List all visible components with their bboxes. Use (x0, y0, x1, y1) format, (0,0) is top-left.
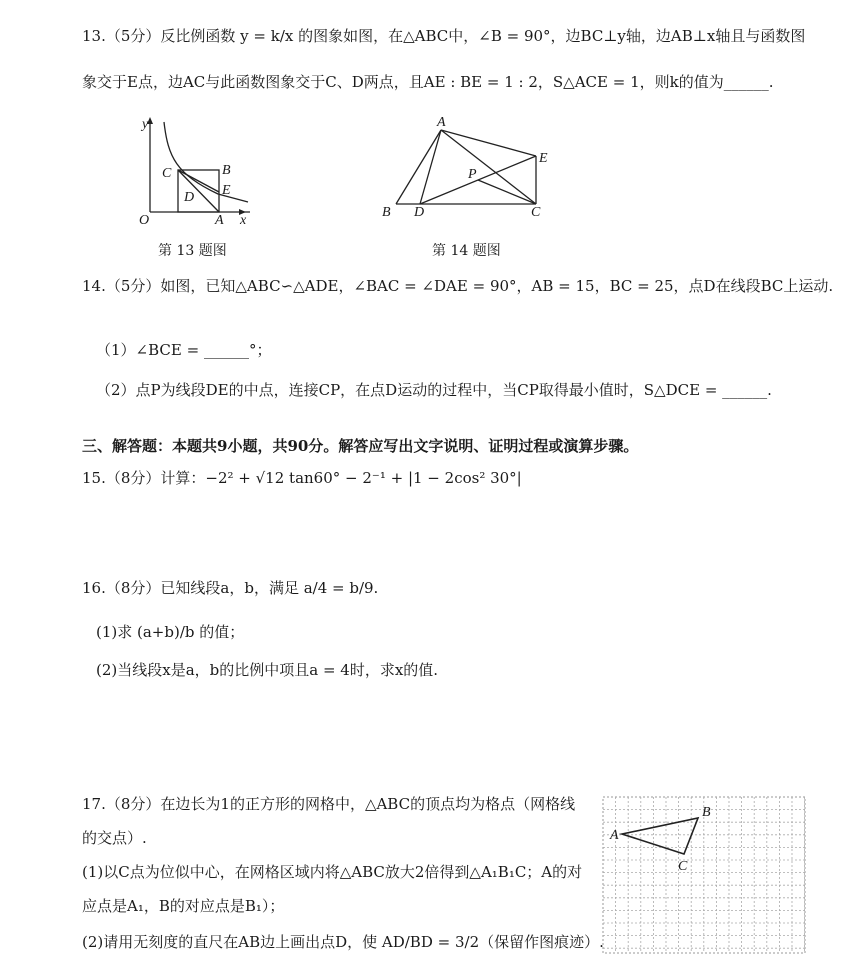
segment-ab (396, 130, 441, 204)
q17-sub1b: 应点是A₁，B的对应点是B₁）； (82, 897, 285, 915)
q13-line1: 13.（5分）反比例函数 y = k/x 的图象如图，在△ABC中，∠B = 90°，边BC⊥y轴，边AB⊥x轴且与函数图 (82, 27, 806, 45)
fig14-label-d: D (414, 205, 425, 220)
section-3-heading: 三、解答题：本题共9小题，共90分。解答应写出文字说明、证明过程或演算步骤。 (82, 437, 639, 455)
segment-pc (478, 180, 536, 204)
fig14-label-b: B (382, 205, 391, 220)
q14-line1: 14.（5分）如图，已知△ABC∽△ADE，∠BAC = ∠DAE = 90°，AB = 15，BC = 25，点D在线段BC上运动. (82, 277, 834, 295)
fig13-caption: 第 13 题图 (158, 243, 227, 259)
q16-line1: 16.（8分）已知线段a，b，满足 a/4 = b/9. (82, 579, 379, 597)
fig14-label-a: A (437, 115, 446, 130)
q17-line1: 17.（8分）在边长为1的正方形的网格中，△ABC的顶点均为格点（网格线 (82, 795, 576, 813)
q15-line: 15.（8分）计算：−2² + √12 tan60° − 2⁻¹ + |1 − 2cos² 30°| (82, 469, 522, 487)
figure-17-grid (602, 796, 808, 956)
fig14-label-c: C (531, 205, 541, 220)
fig13-label-y: y (142, 117, 149, 132)
segment-ad (420, 130, 441, 204)
hyperbola-curve (164, 122, 248, 202)
fig17-label-c: C (678, 859, 688, 874)
q17-line2: 的交点）. (82, 829, 147, 847)
grid-lines (603, 797, 805, 953)
segment-ac (441, 130, 536, 204)
q17-sub2: (2)请用无刻度的直尺在AB边上画出点D，使 AD/BD = 3/2（保留作图痕迹）. (82, 933, 604, 951)
fig14-label-e: E (539, 151, 548, 166)
fig13-label-x: x (240, 213, 247, 227)
q14-sub1: （1）∠BCE = ______°； (96, 341, 272, 359)
figure-13 (128, 112, 258, 227)
fig17-label-b: B (702, 805, 711, 820)
fig13-label-a: A (215, 213, 224, 227)
fig17-label-a: A (610, 828, 619, 843)
fig13-label-e: E (222, 183, 231, 198)
fig13-label-o: O (139, 213, 150, 227)
fig14-caption: 第 14 题图 (432, 243, 501, 259)
q16-sub2: (2)当线段x是a，b的比例中项且a = 4时，求x的值. (96, 661, 439, 679)
fig13-label-c: C (162, 166, 172, 181)
segment-ce (178, 170, 219, 192)
fig13-label-b: B (222, 163, 231, 178)
fig14-label-p: P (468, 167, 477, 182)
q16-sub1: (1)求 (a+b)/b 的值； (96, 623, 245, 641)
q17-sub1a: (1)以C点为位似中心，在网格区域内将△ABC放大2倍得到△A₁B₁C；A的对 (82, 863, 583, 881)
figure-14 (378, 112, 558, 224)
fig13-label-d: D (184, 190, 195, 205)
triangle-abc (622, 818, 698, 854)
segment-ae (441, 130, 536, 156)
q13-line2: 象交于E点，边AC与此函数图象交于C、D两点，且AE : BE = 1 : 2，S△ACE = 1，则k的值为______. (82, 73, 774, 91)
q14-sub2: （2）点P为线段DE的中点，连接CP，在点D运动的过程中，当CP取得最小值时，S△DCE = ______. (96, 381, 772, 399)
